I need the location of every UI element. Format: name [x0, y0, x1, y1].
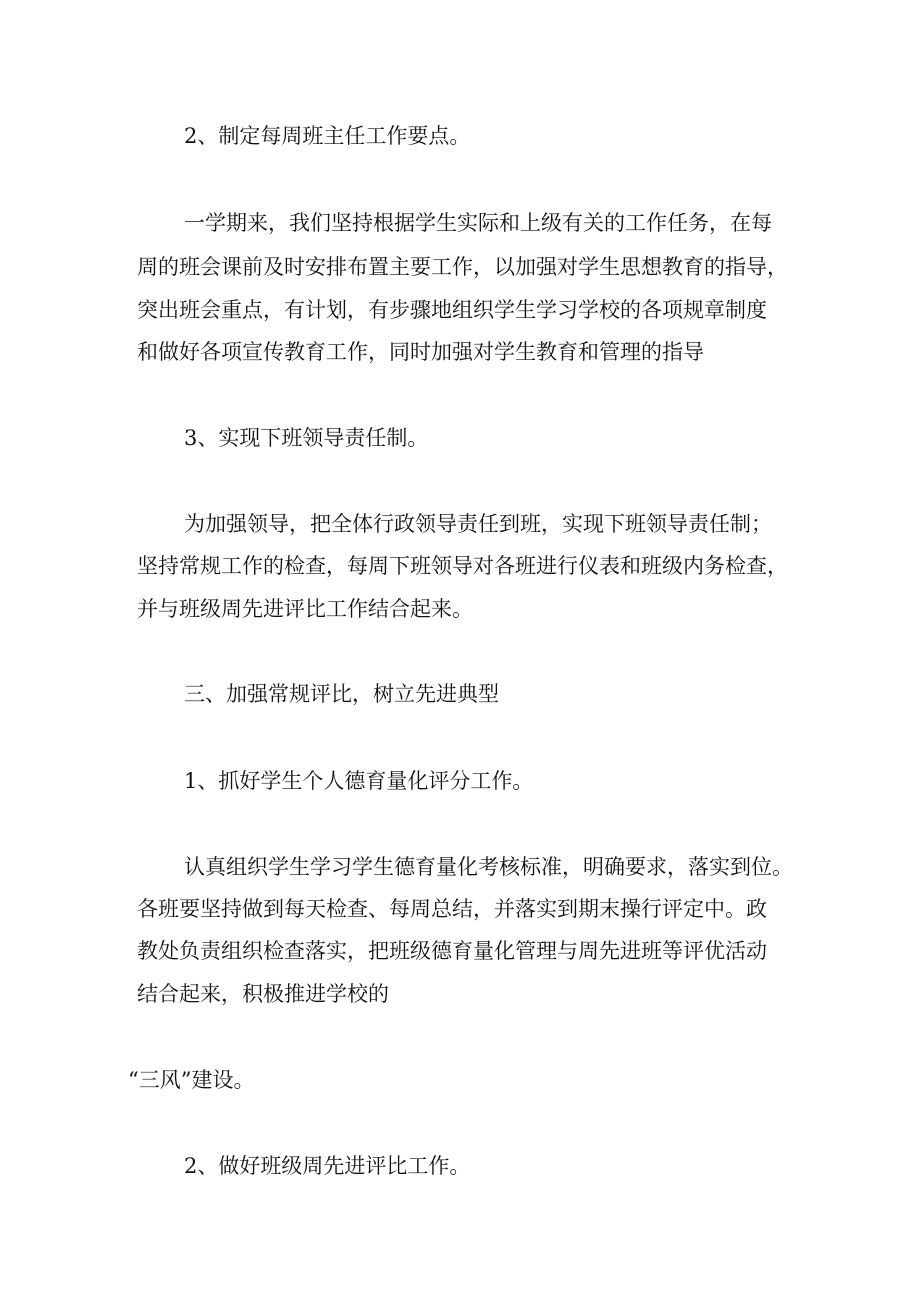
paragraph-line: 认真组织学生学习学生德育量化考核标准，明确要求，落实到位。 [184, 855, 793, 879]
paragraph-line: “三风”建设。 [128, 1068, 255, 1092]
section-heading-2-weekly-points: 2、制定每周班主任工作要点。 [184, 124, 471, 148]
paragraph-line: 坚持常规工作的检查，每周下班领导对各班进行仪表和班级内务检查， [137, 554, 788, 578]
paragraph-line: 周的班会课前及时安排布置主要工作，以加强对学生思想教育的指导， [137, 255, 788, 279]
section-heading-1-moral-scoring: 1、抓好学生个人德育量化评分工作。 [184, 769, 534, 793]
paragraph-line: 为加强领导，把全体行政领导责任到班，实现下班领导责任制； [184, 512, 772, 536]
section-heading-3-leadership: 3、实现下班领导责任制。 [184, 426, 429, 450]
paragraph-line: 和做好各项宣传教育工作，同时加强对学生教育和管理的指导 [137, 340, 704, 364]
paragraph-line: 一学期来，我们坚持根据学生实际和上级有关的工作任务，在每 [184, 211, 772, 235]
paragraph-line: 教处负责组织检查落实，把班级德育量化管理与周先进班等评优活动 [137, 939, 767, 963]
paragraph-line: 突出班会重点，有计划，有步骤地组织学生学习学校的各项规章制度 [137, 298, 767, 322]
chapter-heading-three: 三、加强常规评比，树立先进典型 [184, 682, 499, 706]
paragraph-line: 结合起来，积极推进学校的 [137, 982, 389, 1006]
paragraph-line: 并与班级周先进评比工作结合起来。 [137, 597, 473, 621]
section-heading-2-class-evaluation: 2、做好班级周先进评比工作。 [184, 1154, 471, 1178]
paragraph-line: 各班要坚持做到每天检查、每周总结，并落实到期末操行评定中。政 [137, 897, 767, 921]
